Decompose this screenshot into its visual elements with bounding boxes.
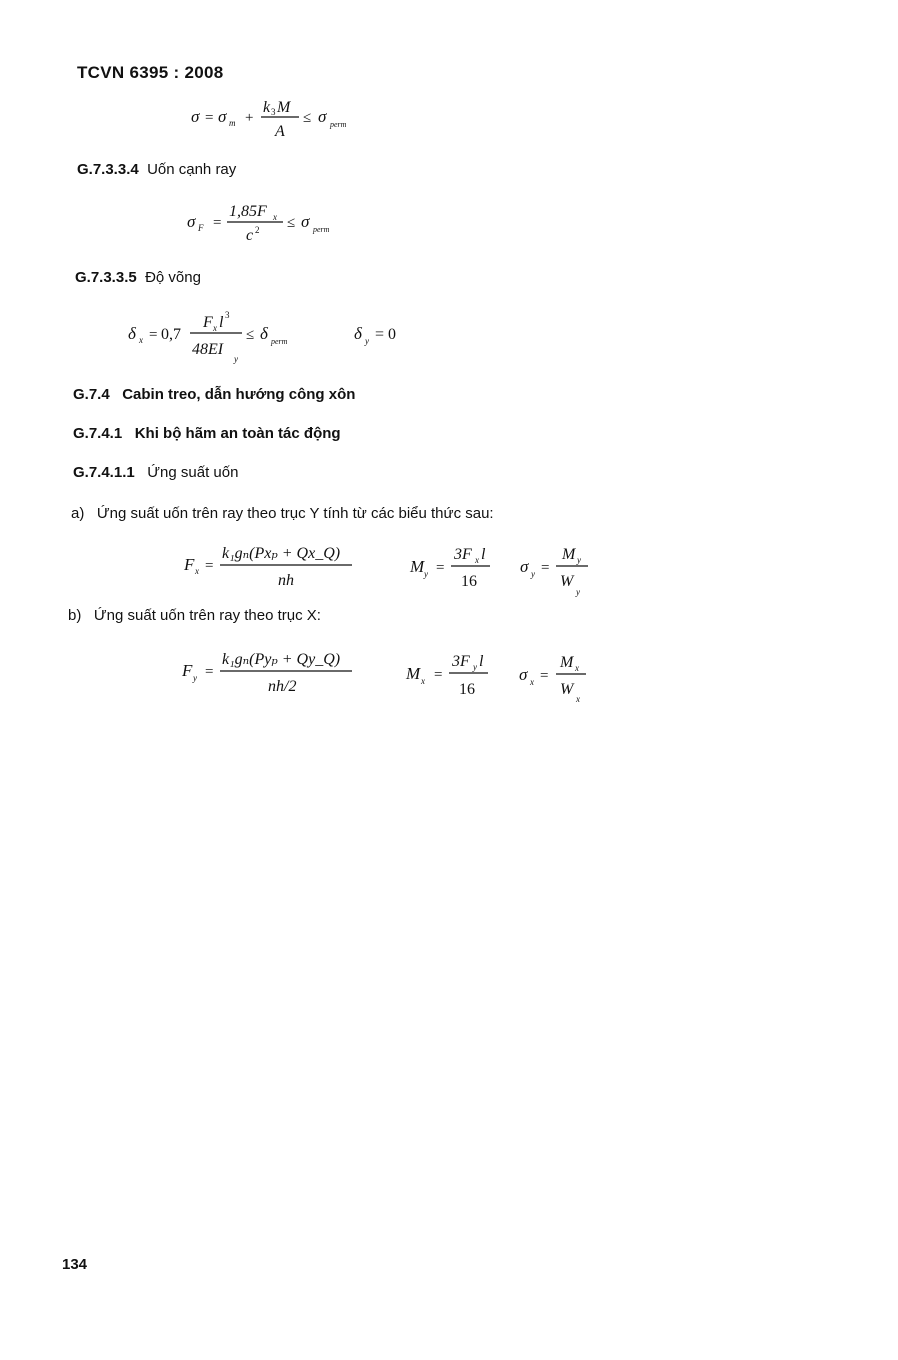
f3-eq: =: [149, 327, 158, 343]
f5-s-den-sub: x: [576, 694, 580, 704]
f3-num-sub: x: [213, 323, 217, 333]
formula-deflection: [124, 303, 424, 365]
f4-s-den: W: [560, 573, 574, 590]
f4-s-num-sub: y: [577, 555, 581, 565]
f5-s-eq: =: [540, 668, 549, 684]
f2-sub-F: F: [198, 223, 204, 233]
f5-s-sub: x: [530, 677, 534, 687]
section-g73334-title: Uốn cạnh ray: [147, 161, 237, 178]
section-g7411: [73, 464, 238, 481]
f4-F: F: [184, 555, 195, 574]
f5-s-den: W: [560, 681, 574, 698]
f4-eq: =: [205, 558, 214, 574]
f4-s-num: M: [562, 546, 576, 563]
f5-s-num: M: [560, 654, 574, 671]
f5-sub-y: y: [193, 673, 197, 683]
f2-sub-perm: perm: [313, 225, 330, 234]
f5-M-sub: x: [421, 676, 425, 686]
f3-sub-y: y: [365, 336, 369, 346]
f5-M-eq: =: [434, 667, 443, 683]
page-number: 134: [62, 1256, 88, 1273]
f1-sigma-perm: σ: [318, 107, 327, 126]
formula-rail-edge-bending: [183, 196, 353, 248]
f1-M: M: [277, 99, 291, 116]
item-b: [68, 607, 321, 624]
section-g741-title: Khi bộ hãm an toàn tác động: [134, 425, 341, 442]
f2-sigma-perm: σ: [301, 212, 310, 231]
section-g74-number: G.7.4: [73, 386, 110, 403]
f3-sup-3: 3: [225, 310, 230, 320]
f5-M: M: [406, 664, 421, 683]
f1-eq: =: [205, 110, 214, 126]
formula-bending-x: [176, 645, 596, 707]
f3-coef: 0,7: [161, 326, 181, 343]
f1-sub-3: 3: [271, 107, 276, 117]
section-g7411-title: Ứng suất uốn: [147, 464, 239, 481]
f4-s-eq: =: [541, 560, 550, 576]
f3-le: ≤: [246, 327, 255, 343]
f4-num: k₁gₙ(Pxₚ + Qx_Q): [222, 545, 341, 562]
f1-sigma-m: σ: [218, 107, 227, 126]
f2-eq: =: [213, 215, 222, 231]
f4-M-num: 3F: [454, 546, 472, 563]
f4-sub-x: x: [195, 566, 199, 576]
f4-M: M: [410, 557, 425, 576]
f4-M-sub: y: [424, 569, 428, 579]
f3-sub-perm: perm: [271, 337, 288, 346]
f4-s-den-sub: y: [576, 587, 580, 597]
f2-le: ≤: [287, 215, 296, 231]
f5-num: k₁gₙ(Pyₚ + Qy_Q): [222, 651, 341, 668]
f5-M-num-l: l: [479, 653, 484, 670]
f4-den: nh: [278, 572, 294, 589]
item-a-text: Ứng suất uốn trên ray theo trục Y tính từ các biểu thức sau:: [96, 505, 494, 522]
f5-s-num-sub: x: [575, 663, 579, 673]
f5-eq: =: [205, 664, 214, 680]
f1-le: ≤: [303, 110, 312, 126]
section-g74-title: Cabin treo, dẫn hướng công xôn: [122, 386, 356, 403]
section-g73334: [77, 161, 236, 178]
f4-M-num-sub: x: [475, 555, 479, 565]
formula-stress-combined: [185, 92, 375, 144]
section-g73335-title: Độ võng: [145, 269, 201, 286]
section-g7411-number: G.7.4.1.1: [73, 464, 135, 481]
f1-sub-perm: perm: [330, 120, 347, 129]
f4-M-eq: =: [436, 560, 445, 576]
f5-M-den: 16: [459, 681, 475, 698]
item-b-marker: b): [68, 607, 82, 624]
f3-num-F: F: [203, 314, 213, 331]
f3-den-sub: y: [234, 354, 238, 364]
f3-den: 48EI: [192, 341, 224, 358]
f3-delta: δ: [128, 324, 136, 343]
f2-den: c: [246, 227, 254, 244]
f1-sub-m: m: [229, 118, 236, 128]
f3-delta-perm: δ: [260, 324, 268, 343]
f2-sub-x: x: [273, 212, 277, 222]
f3-zero: = 0: [375, 326, 397, 343]
f2-sup-2: 2: [255, 225, 260, 235]
f4-M-num-l: l: [481, 546, 486, 563]
section-g741-number: G.7.4.1: [73, 425, 123, 442]
f1-k: k: [263, 99, 271, 116]
item-a: [71, 505, 494, 522]
f4-s-sub: y: [531, 569, 535, 579]
formula-bending-y: [178, 540, 598, 600]
standard-header: TCVN 6395 : 2008: [77, 63, 224, 82]
f3-sub-x: x: [139, 335, 143, 345]
f5-M-num-sub: y: [473, 662, 477, 672]
f3-num-l: l: [219, 314, 224, 331]
section-g74: [73, 386, 355, 403]
f2-num: 1,85F: [229, 203, 267, 220]
f5-den: nh/2: [268, 678, 297, 695]
f1-A: A: [275, 123, 285, 140]
f2-sigma: σ: [187, 212, 196, 231]
f1-plus: +: [245, 110, 254, 126]
section-g73335: [75, 269, 201, 286]
f5-s: σ: [519, 665, 528, 684]
f5-M-num: 3F: [452, 653, 470, 670]
f3-delta-y: δ: [354, 324, 362, 343]
f1-sigma: σ: [191, 107, 200, 126]
f4-M-den: 16: [461, 573, 477, 590]
f4-s: σ: [520, 557, 529, 576]
section-g73335-number: G.7.3.3.5: [75, 269, 137, 286]
item-a-marker: a): [71, 505, 85, 522]
section-g741: [73, 425, 341, 442]
item-b-text: Ứng suất uốn trên ray theo trục X:: [93, 607, 321, 624]
section-g73334-number: G.7.3.3.4: [77, 161, 139, 178]
f5-F: F: [182, 661, 193, 680]
